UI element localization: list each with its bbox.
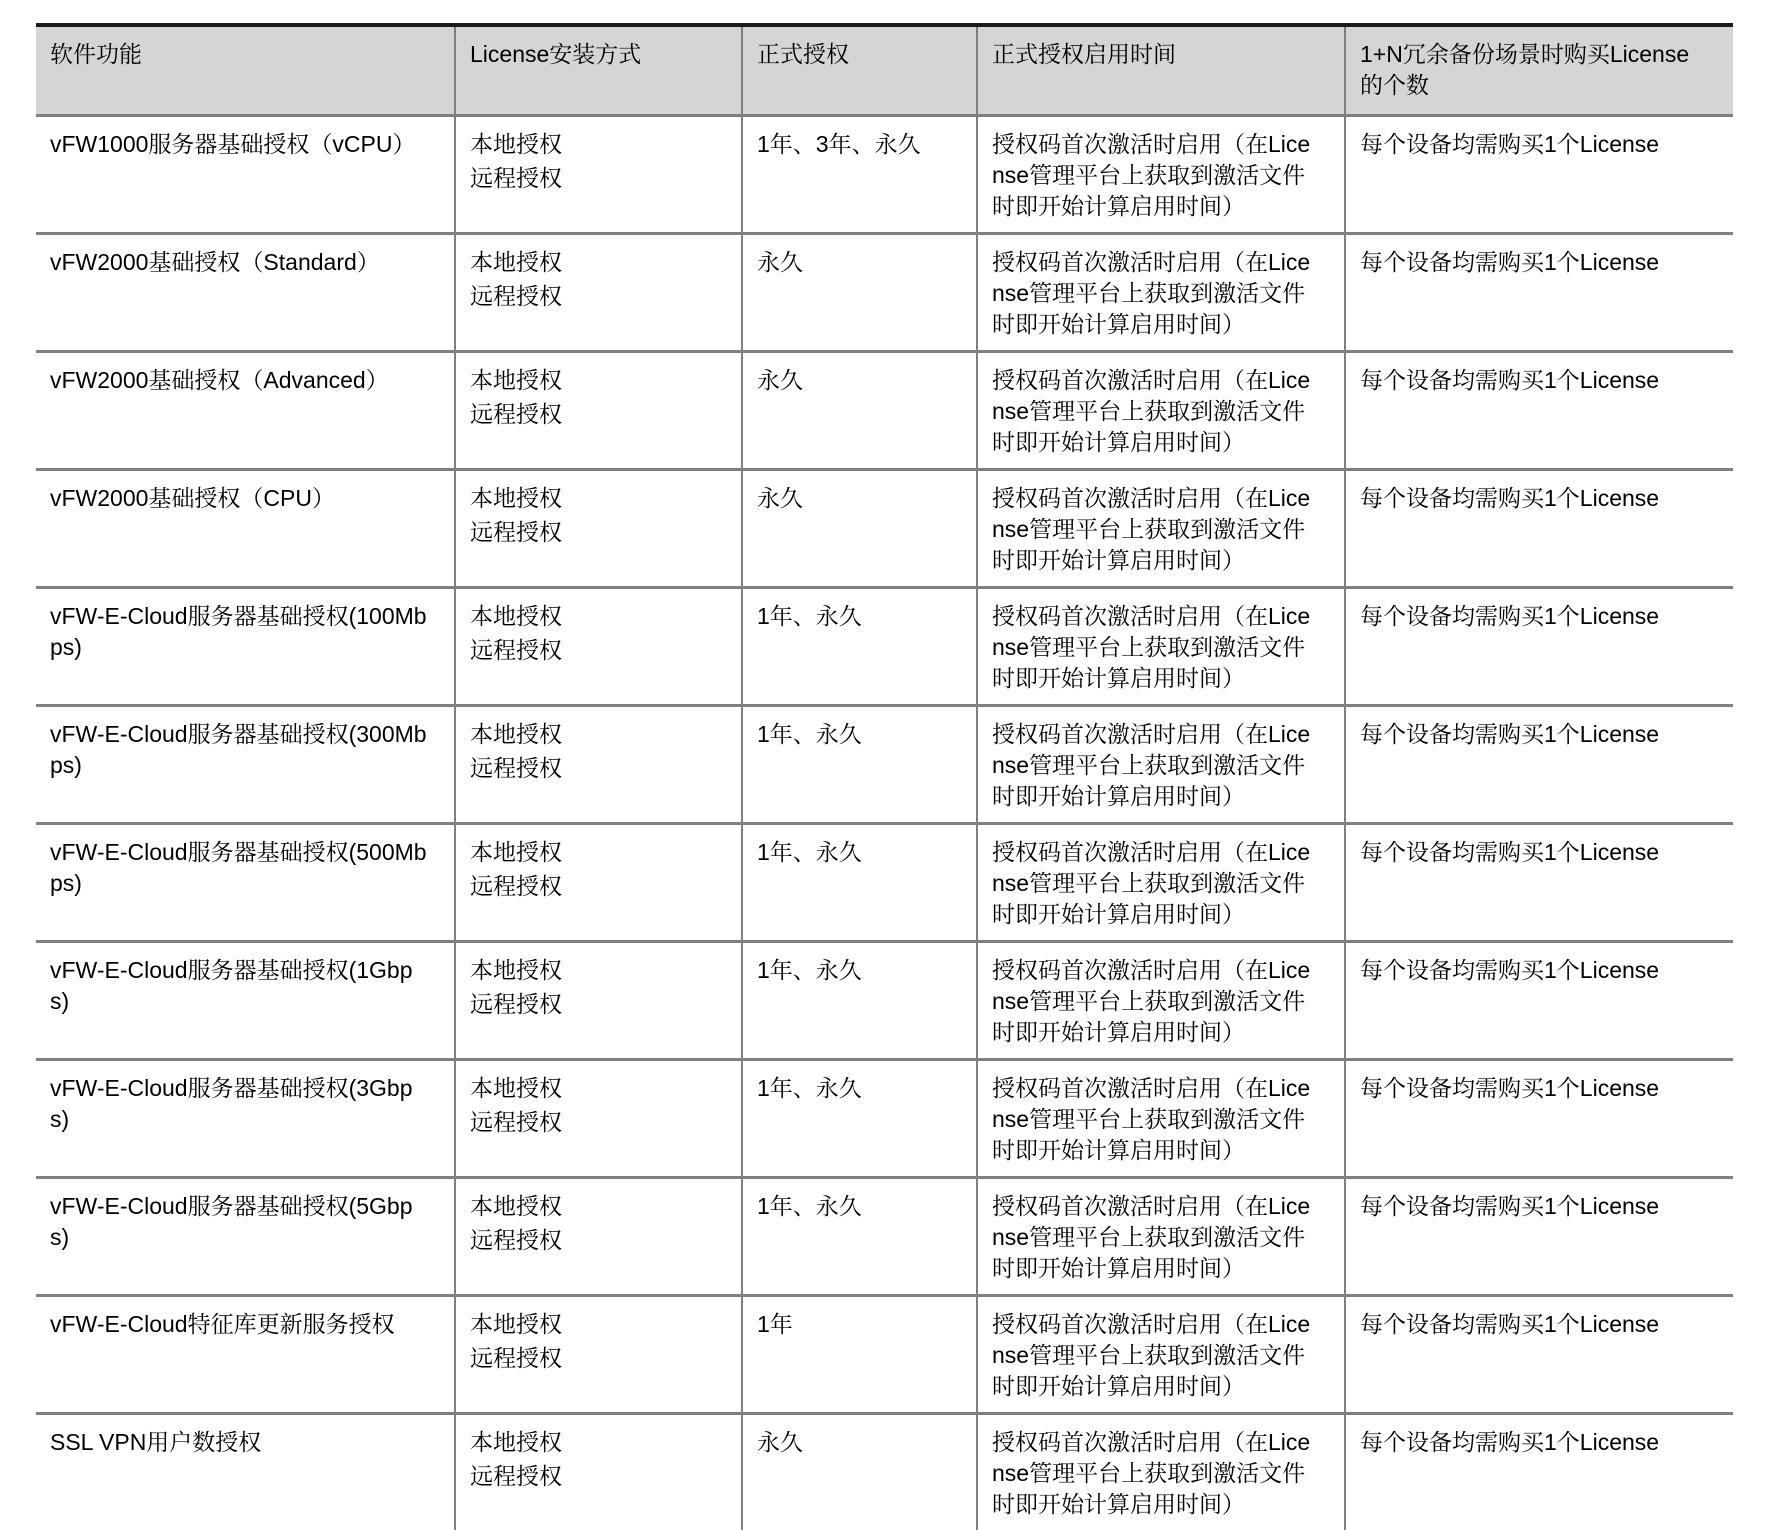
cell-software-function — [36, 469, 455, 587]
cell-license-count — [1345, 115, 1733, 233]
cell-license-term — [742, 587, 977, 705]
license-term-text: 1年、永久 — [757, 838, 862, 865]
license-term-text: 永久 — [757, 1428, 803, 1455]
activation-time-text: 授权码首次激活时启用（在License管理平台上获取到激活文件时即开始计算启用时间） — [992, 720, 1311, 809]
install-method-remote: 远程授权 — [470, 1462, 562, 1489]
cell-activation-time — [977, 587, 1345, 705]
cell-software-function — [36, 1059, 455, 1177]
header-row — [36, 25, 1733, 115]
cell-activation-time — [977, 115, 1345, 233]
cell-license-term — [742, 1059, 977, 1177]
install-method-local: 本地授权 — [470, 248, 562, 275]
install-method-local: 本地授权 — [470, 1192, 562, 1219]
install-method-remote: 远程授权 — [470, 518, 562, 545]
col-header-license-count: 1+N冗余备份场景时购买License的个数 — [1345, 25, 1733, 115]
license-count-text: 每个设备均需购买1个License — [1360, 602, 1660, 629]
table-row — [36, 587, 1733, 705]
install-method-remote: 远程授权 — [470, 636, 562, 663]
license-count-text: 每个设备均需购买1个License — [1360, 720, 1660, 747]
software-function-text: vFW-E-Cloud特征库更新服务授权 — [50, 1310, 395, 1337]
install-method-local: 本地授权 — [470, 1310, 562, 1337]
software-function-text: vFW-E-Cloud服务器基础授权(100Mbps) — [50, 602, 427, 660]
cell-activation-time — [977, 1177, 1345, 1295]
cell-activation-time — [977, 941, 1345, 1059]
install-method-local: 本地授权 — [470, 838, 562, 865]
activation-time-text: 授权码首次激活时启用（在License管理平台上获取到激活文件时即开始计算启用时间） — [992, 602, 1311, 691]
install-method-local: 本地授权 — [470, 956, 562, 983]
software-function-text: vFW-E-Cloud服务器基础授权(3Gbps) — [50, 1074, 413, 1132]
license-term-text: 1年、永久 — [757, 956, 862, 983]
cell-install-method — [455, 587, 742, 705]
cell-license-count — [1345, 1295, 1733, 1413]
cell-license-term — [742, 115, 977, 233]
cell-install-method — [455, 115, 742, 233]
license-count-text: 每个设备均需购买1个License — [1360, 956, 1660, 983]
cell-software-function — [36, 233, 455, 351]
install-method-local: 本地授权 — [470, 1428, 562, 1455]
software-function-text: vFW2000基础授权（CPU） — [50, 484, 335, 511]
cell-license-count — [1345, 469, 1733, 587]
install-method-remote: 远程授权 — [470, 1344, 562, 1371]
license-term-text: 1年 — [757, 1310, 793, 1337]
license-count-text: 每个设备均需购买1个License — [1360, 1428, 1660, 1455]
install-method-remote: 远程授权 — [470, 1226, 562, 1253]
license-term-text: 永久 — [757, 484, 803, 511]
cell-install-method — [455, 823, 742, 941]
install-method-remote: 远程授权 — [470, 164, 562, 191]
table-row — [36, 823, 1733, 941]
cell-install-method — [455, 1413, 742, 1530]
cell-license-count — [1345, 705, 1733, 823]
table-row — [36, 115, 1733, 233]
cell-install-method — [455, 1177, 742, 1295]
table-body — [36, 115, 1733, 1530]
install-method-local: 本地授权 — [470, 366, 562, 393]
cell-software-function — [36, 1295, 455, 1413]
col-header-software-function: 软件功能 — [36, 25, 455, 115]
cell-license-count — [1345, 941, 1733, 1059]
license-table — [36, 23, 1733, 1530]
cell-software-function — [36, 823, 455, 941]
cell-license-term — [742, 469, 977, 587]
cell-license-term — [742, 1177, 977, 1295]
cell-activation-time — [977, 705, 1345, 823]
col-header-install-method: License安装方式 — [455, 25, 742, 115]
cell-license-count — [1345, 587, 1733, 705]
install-method-local: 本地授权 — [470, 602, 562, 629]
activation-time-text: 授权码首次激活时启用（在License管理平台上获取到激活文件时即开始计算启用时间） — [992, 248, 1311, 337]
cell-license-count — [1345, 351, 1733, 469]
table-row — [36, 941, 1733, 1059]
cell-activation-time — [977, 233, 1345, 351]
activation-time-text: 授权码首次激活时启用（在License管理平台上获取到激活文件时即开始计算启用时间） — [992, 838, 1311, 927]
software-function-text: vFW2000基础授权（Advanced） — [50, 366, 389, 393]
cell-install-method — [455, 469, 742, 587]
cell-license-count — [1345, 1177, 1733, 1295]
cell-software-function — [36, 1413, 455, 1530]
table-row — [36, 1059, 1733, 1177]
software-function-text: vFW-E-Cloud服务器基础授权(1Gbps) — [50, 956, 413, 1014]
activation-time-text: 授权码首次激活时启用（在License管理平台上获取到激活文件时即开始计算启用时间） — [992, 1428, 1311, 1517]
cell-software-function — [36, 587, 455, 705]
install-method-remote: 远程授权 — [470, 990, 562, 1017]
cell-install-method — [455, 941, 742, 1059]
activation-time-text: 授权码首次激活时启用（在License管理平台上获取到激活文件时即开始计算启用时间） — [992, 1192, 1311, 1281]
cell-activation-time — [977, 469, 1345, 587]
table-row — [36, 705, 1733, 823]
cell-activation-time — [977, 351, 1345, 469]
cell-license-term — [742, 1413, 977, 1530]
table-row — [36, 1413, 1733, 1530]
cell-install-method — [455, 351, 742, 469]
table-row — [36, 1295, 1733, 1413]
software-function-text: vFW-E-Cloud服务器基础授权(500Mbps) — [50, 838, 427, 896]
cell-software-function — [36, 351, 455, 469]
table-row — [36, 351, 1733, 469]
install-method-remote: 远程授权 — [470, 872, 562, 899]
cell-activation-time — [977, 1413, 1345, 1530]
license-count-text: 每个设备均需购买1个License — [1360, 838, 1660, 865]
cell-license-count — [1345, 233, 1733, 351]
license-count-text: 每个设备均需购买1个License — [1360, 366, 1660, 393]
install-method-remote: 远程授权 — [470, 1108, 562, 1135]
license-term-text: 1年、永久 — [757, 720, 862, 747]
license-count-text: 每个设备均需购买1个License — [1360, 248, 1660, 275]
license-term-text: 1年、永久 — [757, 1074, 862, 1101]
software-function-text: vFW1000服务器基础授权（vCPU） — [50, 130, 416, 157]
install-method-local: 本地授权 — [470, 484, 562, 511]
software-function-text: vFW2000基础授权（Standard） — [50, 248, 380, 275]
cell-activation-time — [977, 1059, 1345, 1177]
cell-software-function — [36, 941, 455, 1059]
software-function-text: SSL VPN用户数授权 — [50, 1428, 262, 1455]
table-row — [36, 469, 1733, 587]
license-count-text: 每个设备均需购买1个License — [1360, 130, 1660, 157]
cell-license-term — [742, 705, 977, 823]
activation-time-text: 授权码首次激活时启用（在License管理平台上获取到激活文件时即开始计算启用时间） — [992, 484, 1311, 573]
license-count-text: 每个设备均需购买1个License — [1360, 1192, 1660, 1219]
install-method-local: 本地授权 — [470, 1074, 562, 1101]
license-count-text: 每个设备均需购买1个License — [1360, 484, 1660, 511]
license-count-text: 每个设备均需购买1个License — [1360, 1310, 1660, 1337]
license-term-text: 永久 — [757, 248, 803, 275]
activation-time-text: 授权码首次激活时启用（在License管理平台上获取到激活文件时即开始计算启用时间） — [992, 956, 1311, 1045]
cell-license-term — [742, 233, 977, 351]
license-count-text: 每个设备均需购买1个License — [1360, 1074, 1660, 1101]
cell-activation-time — [977, 1295, 1345, 1413]
license-term-text: 1年、3年、永久 — [757, 130, 921, 157]
license-term-text: 1年、永久 — [757, 602, 862, 629]
document-page — [36, 23, 1733, 1530]
cell-install-method — [455, 705, 742, 823]
col-header-license-term: 正式授权 — [742, 25, 977, 115]
cell-software-function — [36, 705, 455, 823]
install-method-local: 本地授权 — [470, 720, 562, 747]
cell-license-term — [742, 941, 977, 1059]
cell-activation-time — [977, 823, 1345, 941]
table-row — [36, 1177, 1733, 1295]
cell-license-count — [1345, 1059, 1733, 1177]
software-function-text: vFW-E-Cloud服务器基础授权(5Gbps) — [50, 1192, 413, 1250]
cell-license-count — [1345, 1413, 1733, 1530]
license-term-text: 1年、永久 — [757, 1192, 862, 1219]
install-method-remote: 远程授权 — [470, 754, 562, 781]
cell-license-count — [1345, 823, 1733, 941]
software-function-text: vFW-E-Cloud服务器基础授权(300Mbps) — [50, 720, 427, 778]
cell-software-function — [36, 115, 455, 233]
cell-software-function — [36, 1177, 455, 1295]
cell-install-method — [455, 1059, 742, 1177]
cell-license-term — [742, 351, 977, 469]
cell-install-method — [455, 233, 742, 351]
install-method-remote: 远程授权 — [470, 400, 562, 427]
cell-license-term — [742, 823, 977, 941]
table-header — [36, 25, 1733, 115]
activation-time-text: 授权码首次激活时启用（在License管理平台上获取到激活文件时即开始计算启用时间） — [992, 130, 1311, 219]
install-method-local: 本地授权 — [470, 130, 562, 157]
activation-time-text: 授权码首次激活时启用（在License管理平台上获取到激活文件时即开始计算启用时间） — [992, 1310, 1311, 1399]
activation-time-text: 授权码首次激活时启用（在License管理平台上获取到激活文件时即开始计算启用时间） — [992, 366, 1311, 455]
col-header-activation-time: 正式授权启用时间 — [977, 25, 1345, 115]
license-term-text: 永久 — [757, 366, 803, 393]
install-method-remote: 远程授权 — [470, 282, 562, 309]
table-row — [36, 233, 1733, 351]
cell-license-term — [742, 1295, 977, 1413]
activation-time-text: 授权码首次激活时启用（在License管理平台上获取到激活文件时即开始计算启用时间） — [992, 1074, 1311, 1163]
cell-install-method — [455, 1295, 742, 1413]
